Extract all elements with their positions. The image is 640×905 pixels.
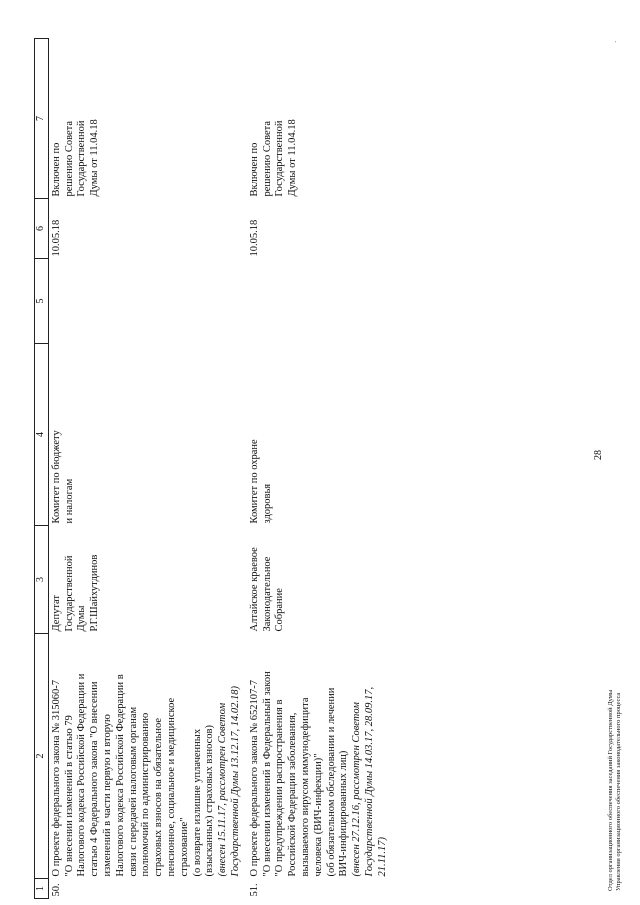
header-cell: 7: [35, 39, 49, 199]
bill-note-line: Государственной Думы 14.03.17, 28.09.17,: [363, 686, 375, 877]
committee-line: Комитет по охране: [248, 439, 260, 524]
author-line: Думы: [76, 605, 88, 632]
review-date: 10.05.18: [50, 219, 62, 257]
review-date: 10.05.18: [248, 219, 260, 257]
header-cell: 4: [35, 344, 49, 526]
author-line: Алтайское краевое: [248, 547, 260, 632]
agenda-table: [34, 38, 394, 899]
bill-note-line: (внесен 27.12.16, рассмотрен Советом: [351, 702, 363, 877]
bill-text-line: человека (ВИЧ-инфекции)": [312, 753, 324, 877]
bill-note-line: Государственной Думы 13.12.17, 14.02.18): [229, 686, 241, 877]
bill-text-line: полномочий по администрированию: [140, 712, 152, 877]
bill-text-line: пенсионное, социальное и медицинское: [165, 697, 177, 877]
row-number: 50.: [50, 883, 62, 897]
table-row: [48, 39, 246, 899]
header-cell: 3: [35, 526, 49, 634]
bill-author: [48, 526, 246, 634]
decision-line: Думы от 11.04.18: [89, 119, 101, 197]
decision-line: Государственной: [76, 120, 88, 197]
bill-text-line: изменений в части первую и вторую: [101, 714, 113, 877]
responsible-committee: [247, 344, 394, 526]
bill-text-line: "О предупреждении распространения в: [274, 699, 286, 877]
margin-mark: ·: [612, 40, 620, 43]
bill-author: [247, 526, 394, 634]
bill-text-line: связи с передачей налоговым органам: [127, 706, 139, 877]
decision-line: решению Совета: [261, 120, 273, 197]
decision-line: Государственной: [274, 120, 286, 197]
bill-text-line: Российской Федерации заболевания,: [287, 712, 299, 877]
author-line: Депутат: [50, 594, 62, 632]
header-cell: 2: [35, 634, 49, 879]
bill-description: [247, 634, 394, 879]
header-cell: 5: [35, 259, 49, 344]
bill-text-line: статью 4 Федерального закона "О внесении: [89, 681, 101, 877]
bill-title: О проекте федерального закона № 652107-7: [248, 679, 260, 877]
decision-line: решению Совета: [63, 120, 75, 197]
row-number: 51.: [248, 883, 260, 897]
decision-line: Включен по: [248, 142, 260, 197]
responsible-committee: [48, 344, 246, 526]
bill-description: [48, 634, 246, 879]
author-line: Законодательное: [261, 556, 273, 632]
bill-text-line: (об обязательном обследовании и лечении: [325, 687, 337, 877]
bill-text-line: "О внесении изменений в Федеральный закон: [261, 671, 273, 877]
header-cell: 6: [35, 199, 49, 259]
table-row: [247, 39, 394, 899]
author-line: Собрание: [274, 588, 286, 632]
bill-text-line: "О внесении изменений в статью 79: [63, 715, 75, 877]
header-cell: 1: [35, 879, 49, 899]
footer-line: Отдел организационного обеспечения заседаний Государственной Думы: [607, 689, 614, 891]
bill-note-line: (внесен 15.11.17, рассмотрен Советом: [217, 702, 229, 877]
decision-line: Включен по: [50, 142, 62, 197]
decision-note: [48, 39, 246, 199]
bill-text-line: (взысканных) страховых взносов): [204, 725, 216, 877]
bill-text-line: вызываемого вирусом иммунодефицита: [299, 697, 311, 877]
bill-text-line: страховых взносов на обязательное: [153, 717, 165, 877]
header-row: [35, 39, 49, 899]
committee-line: здоровья: [261, 483, 273, 524]
column-5-cell: [247, 259, 394, 344]
author-line: Р.Г.Шайхутдинов: [89, 554, 101, 632]
author-line: Государственной: [63, 555, 75, 632]
footer-line: Управления организационного обеспечения законодательного процесса: [615, 692, 622, 891]
bill-text-line: ВИЧ-инфицированных лиц): [338, 750, 350, 877]
page-number: 28: [593, 450, 604, 460]
column-5-cell: [48, 259, 246, 344]
bill-note-line: 21.11.17): [376, 837, 388, 877]
bill-text-line: Налогового кодекса Российской Федерации в: [114, 674, 126, 877]
bill-text-line: страхование": [178, 817, 190, 877]
bill-title: О проекте федерального закона № 315060-7: [50, 679, 62, 877]
bill-text-line: (о возврате излишне уплаченных: [191, 728, 203, 877]
footer: [607, 690, 623, 891]
bill-text-line: Налогового кодекса Российской Федерации и: [76, 673, 88, 877]
decision-note: [247, 39, 394, 199]
decision-line: Думы от 11.04.18: [287, 119, 299, 197]
committee-line: и налогам: [63, 478, 75, 524]
committee-line: Комитет по бюджету: [50, 430, 62, 524]
